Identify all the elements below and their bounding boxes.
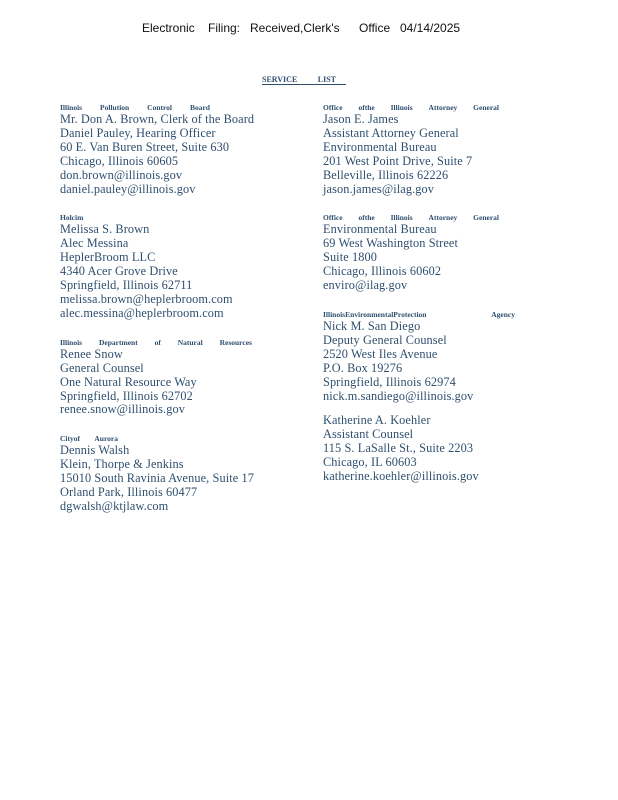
service-entry	[323, 213, 528, 293]
entry-line: Assistant Attorney General	[323, 125, 459, 140]
entry-line: Jason E. James	[323, 112, 399, 126]
entry-heading-word: Holcim	[60, 213, 84, 223]
entry-heading-word: Department	[98, 337, 138, 347]
entry-line: Nick M. San Diego	[323, 318, 421, 333]
entry-email[interactable]: melissa.brown@heplerbroom.com	[60, 291, 233, 306]
entry-email[interactable]: jason.james@ilag.gov	[323, 181, 434, 196]
header-filing: Filing:	[208, 21, 241, 35]
entry-heading-word: Control	[147, 103, 173, 112]
header-date: 04/14/2025	[400, 21, 461, 35]
entry-email[interactable]: katherine.koehler@illinois.gov	[323, 469, 479, 484]
entry-line: Springfield, Illinois 62711	[60, 278, 193, 293]
entry-line: Katherine A. Koehler	[323, 413, 431, 428]
entry-line: 2520 West Iles Avenue	[323, 346, 438, 361]
service-entry	[60, 103, 300, 196]
entry-heading-word: General	[473, 103, 499, 112]
entry-line: 69 West Washington Street	[323, 236, 458, 251]
entry-heading-word: Board	[189, 103, 210, 112]
entry-line: Klein, Thorpe & Jenkins	[60, 457, 184, 472]
service-entry	[60, 213, 300, 320]
entry-heading-word: Office	[323, 103, 343, 112]
header-office: Office	[359, 21, 391, 35]
entry-heading-word: Aurora	[94, 434, 118, 444]
entry-line: Dennis Walsh	[60, 443, 130, 458]
entry-line: Mr. Don A. Brown, Clerk of the Board	[60, 112, 255, 126]
entry-heading-word: Attorney	[428, 103, 458, 112]
entry-email[interactable]: dgwalsh@ktjlaw.com	[60, 498, 169, 513]
entry-heading-word: Attorney	[428, 213, 458, 223]
service-list-left-column	[60, 103, 300, 514]
title-word-list: LIST	[317, 75, 336, 84]
entry-line: Springfield, Illinois 62702	[60, 388, 193, 403]
entry-line: Renee Snow	[60, 346, 123, 361]
entry-line: 15010 South Ravinia Avenue, Suite 17	[60, 471, 254, 486]
entry-heading-word: Natural	[177, 337, 203, 347]
entry-line: 115 S. LaSalle St., Suite 2203	[323, 441, 474, 456]
entry-heading-word: IllinoisEnvironmentalProtection	[323, 309, 427, 319]
entry-heading-word: Office	[323, 213, 343, 223]
service-list-right-column	[323, 103, 528, 484]
entry-heading-word: ofthe	[358, 103, 375, 112]
header-received: Received,Clerk's	[250, 21, 340, 35]
entry-heading-word: Agency	[491, 309, 515, 319]
entry-line: One Natural Resource Way	[60, 374, 197, 389]
title-word-service: SERVICE	[262, 75, 298, 84]
entry-email[interactable]: enviro@ilag.gov	[323, 278, 408, 293]
entry-line: Chicago, Illinois 60602	[323, 264, 442, 279]
entry-line: 60 E. Van Buren Street, Suite 630	[60, 139, 230, 154]
service-entry	[60, 434, 300, 514]
entry-heading-word: Resources	[219, 337, 252, 347]
entry-line: Suite 1800	[323, 250, 377, 265]
entry-line: Chicago, IL 60603	[323, 455, 417, 470]
entry-line: P.O. Box 19276	[323, 360, 403, 375]
entry-line: 4340 Acer Grove Drive	[60, 264, 178, 279]
entry-line: 201 West Point Drive, Suite 7	[323, 153, 473, 168]
entry-email[interactable]: daniel.pauley@illinois.gov	[60, 181, 196, 196]
entry-email[interactable]: renee.snow@illinois.gov	[60, 402, 185, 417]
entry-line: Deputy General Counsel	[323, 332, 447, 347]
entry-heading-word: Cityof	[60, 434, 80, 444]
entry-email[interactable]: alec.messina@heplerbroom.com	[60, 305, 224, 320]
entry-heading-word: Pollution	[100, 103, 130, 112]
service-entry	[323, 103, 528, 196]
header-electronic: Electronic	[142, 21, 195, 35]
entry-line: Melissa S. Brown	[60, 222, 150, 237]
entry-heading-word: of	[154, 337, 161, 347]
service-entry	[323, 414, 528, 484]
entry-line: Orland Park, Illinois 60477	[60, 485, 198, 500]
page-title	[262, 75, 346, 85]
entry-heading-word: General	[473, 213, 499, 223]
entry-line: Environmental Bureau	[323, 139, 437, 154]
entry-heading-word: ofthe	[358, 213, 375, 223]
entry-email[interactable]: nick.m.sandiego@illinois.gov	[323, 388, 474, 403]
entry-line: HeplerBroom LLC	[60, 250, 156, 265]
service-entry	[323, 310, 528, 403]
entry-heading-word: Illinois	[390, 213, 413, 223]
entry-line: Chicago, Illinois 60605	[60, 153, 179, 168]
entry-line: Belleville, Illinois 62226	[323, 167, 449, 182]
entry-line: Assistant Counsel	[323, 427, 414, 442]
entry-heading-word: Illinois	[60, 103, 83, 112]
entry-heading-word: Illinois	[60, 337, 83, 347]
filing-stamp-header	[0, 21, 618, 35]
entry-line: Alec Messina	[60, 236, 129, 251]
entry-heading-word: Illinois	[390, 103, 413, 112]
entry-email[interactable]: don.brown@illinois.gov	[60, 167, 183, 182]
service-entry	[60, 338, 300, 418]
entry-line: General Counsel	[60, 360, 144, 375]
entry-line: Environmental Bureau	[323, 222, 437, 237]
entry-line: Springfield, Illinois 62974	[323, 374, 456, 389]
entry-line: Daniel Pauley, Hearing Officer	[60, 125, 216, 140]
